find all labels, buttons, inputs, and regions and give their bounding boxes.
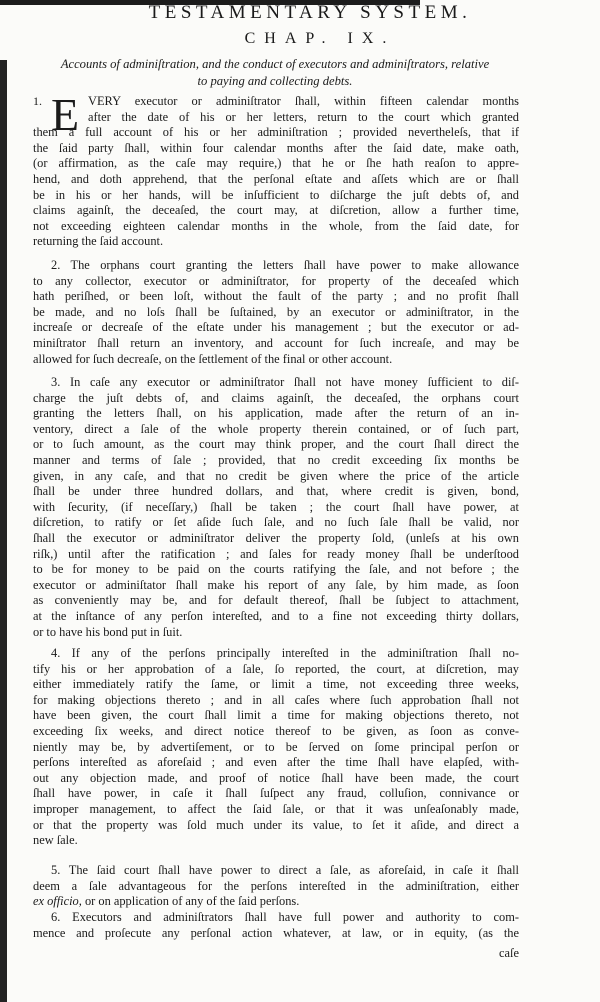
text-line: claims againſt, the deceaſed, the court may, at diſcretion, allow a further time,: [33, 203, 519, 218]
text-line: 2. The orphans court granting the letters ſhall have power to make allowance: [51, 258, 519, 272]
section-2: [33, 258, 519, 367]
text-line: ventory, direct a ſale of the whole property therein contained, or of ſuch part,: [33, 421, 519, 436]
text-line: with ſecurity, (if neceſſary,) ſhall be taken ; the court ſhall have power, at: [33, 499, 519, 514]
drop-cap: E: [51, 89, 80, 140]
section-3: [33, 375, 519, 640]
section-1: [33, 89, 519, 250]
italic-phrase: ex officio,: [33, 894, 82, 909]
text-line: to any collector, executor or adminiſtrator, for property of the deceaſed which: [33, 273, 519, 288]
text-line: tify his or her approbation of a ſale, ſo reported, the court, at diſcretion, may: [33, 661, 519, 676]
text-line: increaſe or decreaſe of the eſtate under his management ; but the executor or ad-: [33, 320, 519, 335]
text-line: at the inſtance of any perſon intereſted, and to a fine not exceeding thirty dollars,: [33, 608, 519, 623]
text-line: ſhall the executor or adminiſtrator deliver the property ſold, (unleſs at his own: [33, 530, 519, 545]
text-line: VERY executor or adminiſtrator ſhall, within fifteen calendar months: [88, 94, 519, 108]
text-line: hath periſhed, or been loſt, without the fault of the party ; and no profit ſhall: [33, 289, 519, 304]
text-line: be in his or her hands, will be inſufficient to diſcharge the juſt debts of, and: [33, 187, 519, 202]
text-line: out any objection made, and proof of notice ſhall have been made, the court: [33, 770, 519, 785]
section-4: [33, 646, 519, 849]
text-line: or to ſuch amount, as the court may think proper, and the court ſhall direct the: [33, 437, 519, 452]
running-title: TESTAMENTARY SYSTEM.: [148, 2, 472, 23]
text-line: granting the letters ſhall, on his application, made after the return of an in-: [33, 406, 519, 421]
text-line: riſk,) until after the ratification ; and ſales for ready money ſhall be underſtood: [33, 546, 519, 561]
text-line: new ſale.: [33, 833, 78, 848]
text-line: for making objections thereto ; and in all caſes where ſuch approbation ſhall not: [33, 692, 519, 707]
catchword: caſe: [499, 946, 519, 960]
text-line: ſhall have power, in caſe it ſhall ſuſpect any fraud, colluſion, connivance or: [33, 786, 519, 801]
text-line: hend, and doth apprehend, that the perſonal eſtate and aſſets which are or ſhall: [33, 171, 519, 186]
text-line: executor or adminiſtator ſhall make his report of any ſale, by him made, as ſoon: [33, 577, 519, 592]
text-line: or that the property was ſold much under its value, to ſet it aſide, and direct a: [33, 817, 519, 832]
text-line: exceeding ſix weeks, and direct notice thereof to be given, as ſoon as conve-: [33, 723, 519, 738]
text-line: niently may be, by advertiſement, or to be ſerved on ſome principal perſon or: [33, 739, 519, 754]
text-line: 4. If any of the perſons principally intereſted in the adminiſtration ſhall no-: [51, 646, 519, 660]
text-line: 3. In caſe any executor or adminiſtrator ſhall not have money ſufficient to diſ-: [51, 375, 519, 389]
text-line: manner and terms of ſale ; provided, that no credit exceeding ſix months be: [33, 452, 519, 467]
text-line: mence and proſecute any perſonal action whatever, at law, or in equity, (as the: [33, 925, 519, 940]
section-6: [33, 910, 519, 941]
section-number: 1.: [33, 94, 42, 108]
text-line: (or affirmation, as the caſe may require,) that he or ſhe hath reaſon to appre-: [33, 156, 519, 171]
text-segment: or on application of any of the ſaid perſons.: [81, 894, 300, 909]
chapter-subtitle-line-2: to paying and collecting debts.: [197, 74, 353, 88]
text-line: the ſaid party ſhall, within four calendar months after the ſaid date, make oath,: [33, 140, 519, 155]
text-line: miniſtrator ſhall return an inventory, and account for ſuch increaſe, and may be: [33, 335, 519, 350]
chapter-heading: CHAP. IX.: [244, 30, 396, 47]
text-line: after the date of his or her letters, return to the court which granted: [88, 109, 519, 124]
text-line: to be for money to be paid on the courts ratifying the ſale, and not before ; the: [33, 562, 519, 577]
text-line: improper management, to affect the ſaid ſale, or that it was unſeaſonably made,: [33, 801, 519, 816]
text-line: 6. Executors and adminiſtrators ſhall have full power and authority to com-: [51, 910, 519, 924]
text-line: [33, 894, 519, 910]
text-line: perſons intereſted as aforeſaid ; and even after the time ſhall have elapſed, with-: [33, 755, 519, 770]
text-line: ſhall be under three hundred dollars, and that, where credit is given, bond,: [33, 484, 519, 499]
text-line: either immediately ratify the ſame, or limit a time, not exceeding three weeks,: [33, 677, 519, 692]
text-line: given, in any caſe, and that no credit be given where the price of the article: [33, 468, 519, 483]
text-line: not exceeding eighteen calendar months in the whole, from the ſaid date, for: [33, 218, 519, 233]
text-line: as conveniently may be, and for default thereof, ſhall be ſubject to attachment,: [33, 593, 519, 608]
text-line: charge the juſt debts of, and claims againſt, the deceaſed, the orphans court: [33, 390, 519, 405]
text-line: diſcretion, to ratify or ſet aſide ſuch ſale, and no ſuch ſale ſhall be valid, nor: [33, 515, 519, 530]
text-line: deem a ſale advantageous for the perſons intereſted in the adminiſtration, either: [33, 878, 519, 893]
scan-edge-left: [0, 60, 7, 1002]
text-line: them a full account of his or her adminiſtration ; provided nevertheleſs, that if: [33, 125, 519, 140]
text-line: 5. The ſaid court ſhall have power to direct a ſale, as aforeſaid, in caſe it ſhall: [51, 863, 519, 877]
text-line: returning the ſaid account.: [33, 234, 164, 249]
text-line: or to have his bond put in ſuit.: [33, 624, 183, 639]
text-line: be made, and no loſs ſhall be ſuſtained, by an executor or adminiſtrator, in the: [33, 304, 519, 319]
text-line: have been given, the court ſhall limit a time for making objections thereto, not: [33, 708, 519, 723]
text-line: allowed for ſuch decreaſe, on the ſettlement of the final or other account.: [33, 351, 393, 366]
section-5: [33, 863, 519, 910]
chapter-subtitle-line-1: Accounts of adminiſtration, and the conduct of executors and adminiſtrators, relative: [60, 57, 490, 71]
